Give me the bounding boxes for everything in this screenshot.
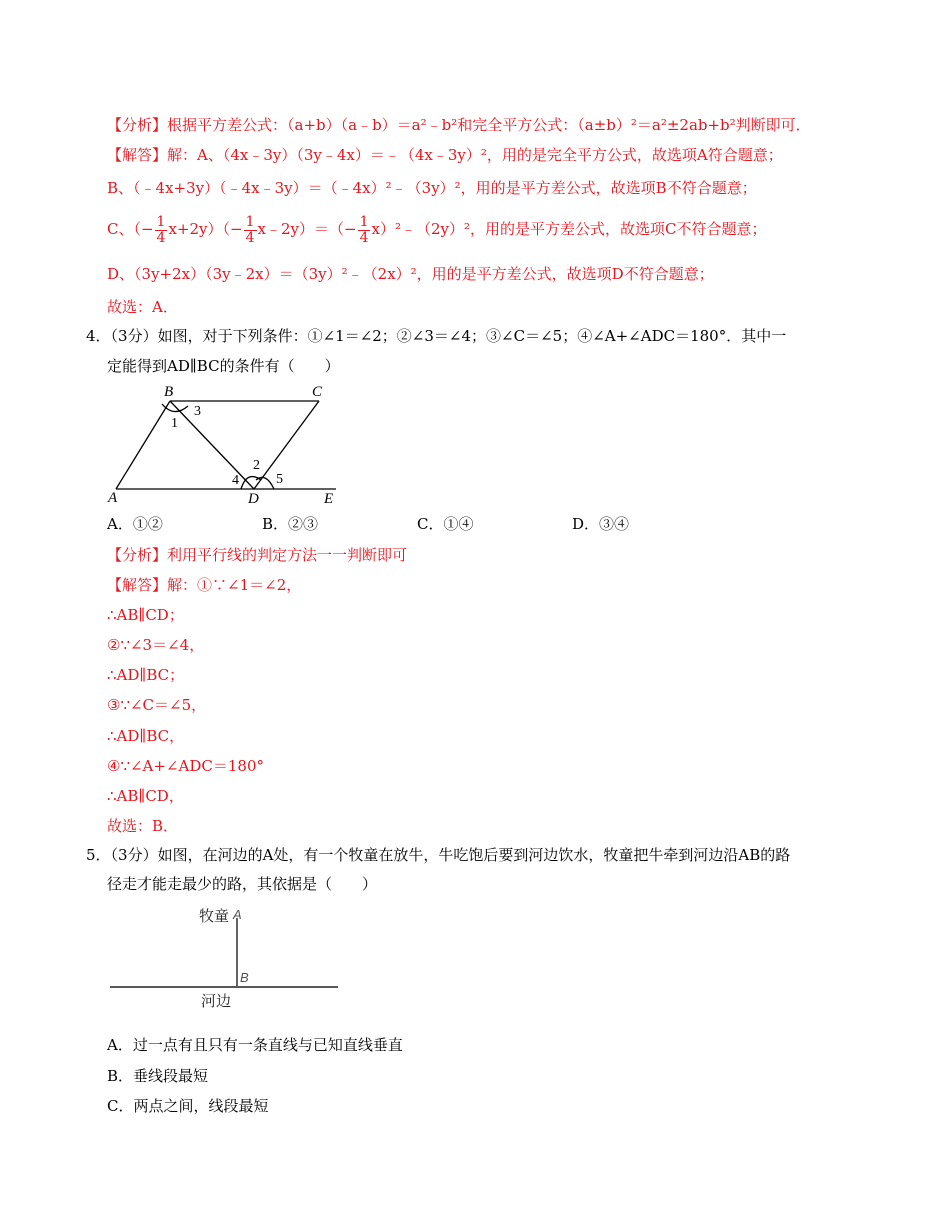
label-angle-1: 1	[171, 416, 178, 431]
q4-analysis	[107, 545, 407, 565]
q5-stem-line1: 5．（3分）如图，在河边的A处，有一个牧童在放牛，牛吃饱后要到河边饮水，牧童把牛牵到河边沿AB的路	[86, 846, 791, 864]
q4-analysis-tag: 【分析】	[107, 546, 168, 564]
q4-figure	[104, 380, 344, 508]
q3-line-c	[107, 212, 766, 246]
q3-analysis-text: 根据平方差公式：（a+b）（a﹣b）＝a²﹣b²和完全平方公式：（a±b）²＝a²±2ab+b²判断即可．	[167, 116, 811, 134]
label-river: 河边	[201, 992, 232, 1010]
q3-answer-intro: 解：A、（4x﹣3y）（3y﹣4x）＝﹣（4x﹣3y）²，用的是完全平方公式，故选项A符合题意；	[167, 146, 783, 164]
q4-answer	[107, 575, 301, 595]
q4-answer-line-7: ∴AB∥CD，	[107, 787, 184, 805]
q5-option-c[interactable]: C．两点之间，线段最短	[107, 1097, 269, 1115]
label-herder: 牧童	[199, 907, 230, 925]
q3-line-c-mid2: x﹣2y）＝（−	[257, 220, 357, 238]
q3-answer-tag: 【解答】	[107, 146, 168, 164]
label-angle-4: 4	[232, 473, 239, 488]
q4-answer-line-2: ②∵∠3＝∠4，	[107, 636, 205, 654]
q3-answer	[107, 145, 783, 165]
line-dc	[254, 401, 319, 489]
q4-analysis-text: 利用平行线的判定方法一一判断即可	[167, 546, 408, 564]
label-angle-3: 3	[194, 404, 201, 419]
q3-analysis-tag: 【分析】	[107, 116, 168, 134]
label-c: C	[312, 384, 323, 400]
q5-option-b[interactable]: B．垂线段最短	[107, 1067, 209, 1085]
q5-stem-line2: 径走才能走最少的路，其依据是（ ）	[107, 875, 378, 893]
q3-line-d: D、（3y+2x）（3y﹣2x）＝（3y）²﹣（2x）²，用的是平方差公式，故选项D不符合题意；	[107, 265, 714, 283]
q4-answer-line-4: ③∵∠C＝∠5，	[107, 696, 207, 714]
q4-answer-tag: 【解答】	[107, 576, 168, 594]
q4-answer-line-3: ∴AD∥BC；	[107, 666, 185, 684]
label-d: D	[248, 491, 259, 507]
line-bd	[170, 401, 254, 489]
label-a: A	[108, 490, 118, 506]
q3-frac-2: $\frac{1}{4}$	[245, 213, 255, 246]
q4-answer-line-6: ④∵∠A+∠ADC＝180°	[107, 757, 264, 775]
q4-options	[107, 514, 727, 534]
q3-frac-3: $\frac{1}{4}$	[359, 213, 369, 246]
label-point-a: A	[233, 907, 242, 922]
q3-line-c-mid1: x+2y）（−	[168, 220, 243, 238]
label-angle-2: 2	[253, 458, 260, 473]
label-point-b: B	[240, 970, 249, 985]
label-b: B	[164, 384, 174, 400]
q4-option-a[interactable]: A．①②	[107, 515, 163, 533]
q3-line-c-post: x）²﹣（2y）²，用的是平方差公式，故选项C不符合题意；	[371, 220, 767, 238]
q4-option-b[interactable]: B．②③	[262, 515, 319, 533]
label-angle-5: 5	[276, 472, 283, 487]
q4-option-d[interactable]: D．③④	[572, 515, 630, 533]
angle-arc-b	[162, 404, 188, 412]
q5-figure	[106, 900, 342, 1020]
q3-line-b: B、（﹣4x+3y）（﹣4x﹣3y）＝（﹣4x）²﹣（3y）²，用的是平方差公式，故选项B不符合题意；	[107, 179, 757, 197]
q4-answer-line-0: 解：①∵∠1＝∠2，	[167, 576, 302, 594]
q3-conclusion: 故选：A．	[107, 298, 178, 316]
q4-stem-line1: 4．（3分）如图，对于下列条件：①∠1＝∠2；②∠3＝∠4；③∠C＝∠5；④∠A+∠ADC＝180°．其中一	[86, 327, 787, 345]
label-e: E	[324, 491, 334, 507]
q4-option-c[interactable]: C．①④	[417, 515, 474, 533]
q4-stem-line2: 定能得到AD∥BC的条件有（ ）	[107, 357, 340, 375]
q3-frac-1: $\frac{1}{4}$	[156, 213, 166, 246]
line-ab	[116, 401, 170, 489]
q4-answer-line-5: ∴AD∥BC，	[107, 727, 185, 745]
q4-answer-line-1: ∴AB∥CD；	[107, 606, 184, 624]
q4-answer-line-8: 故选：B．	[107, 817, 179, 835]
q3-analysis	[107, 115, 811, 135]
q3-line-c-pre: C、（−	[107, 220, 154, 238]
q5-option-a[interactable]: A．过一点有且只有一条直线与已知直线垂直	[107, 1036, 403, 1054]
